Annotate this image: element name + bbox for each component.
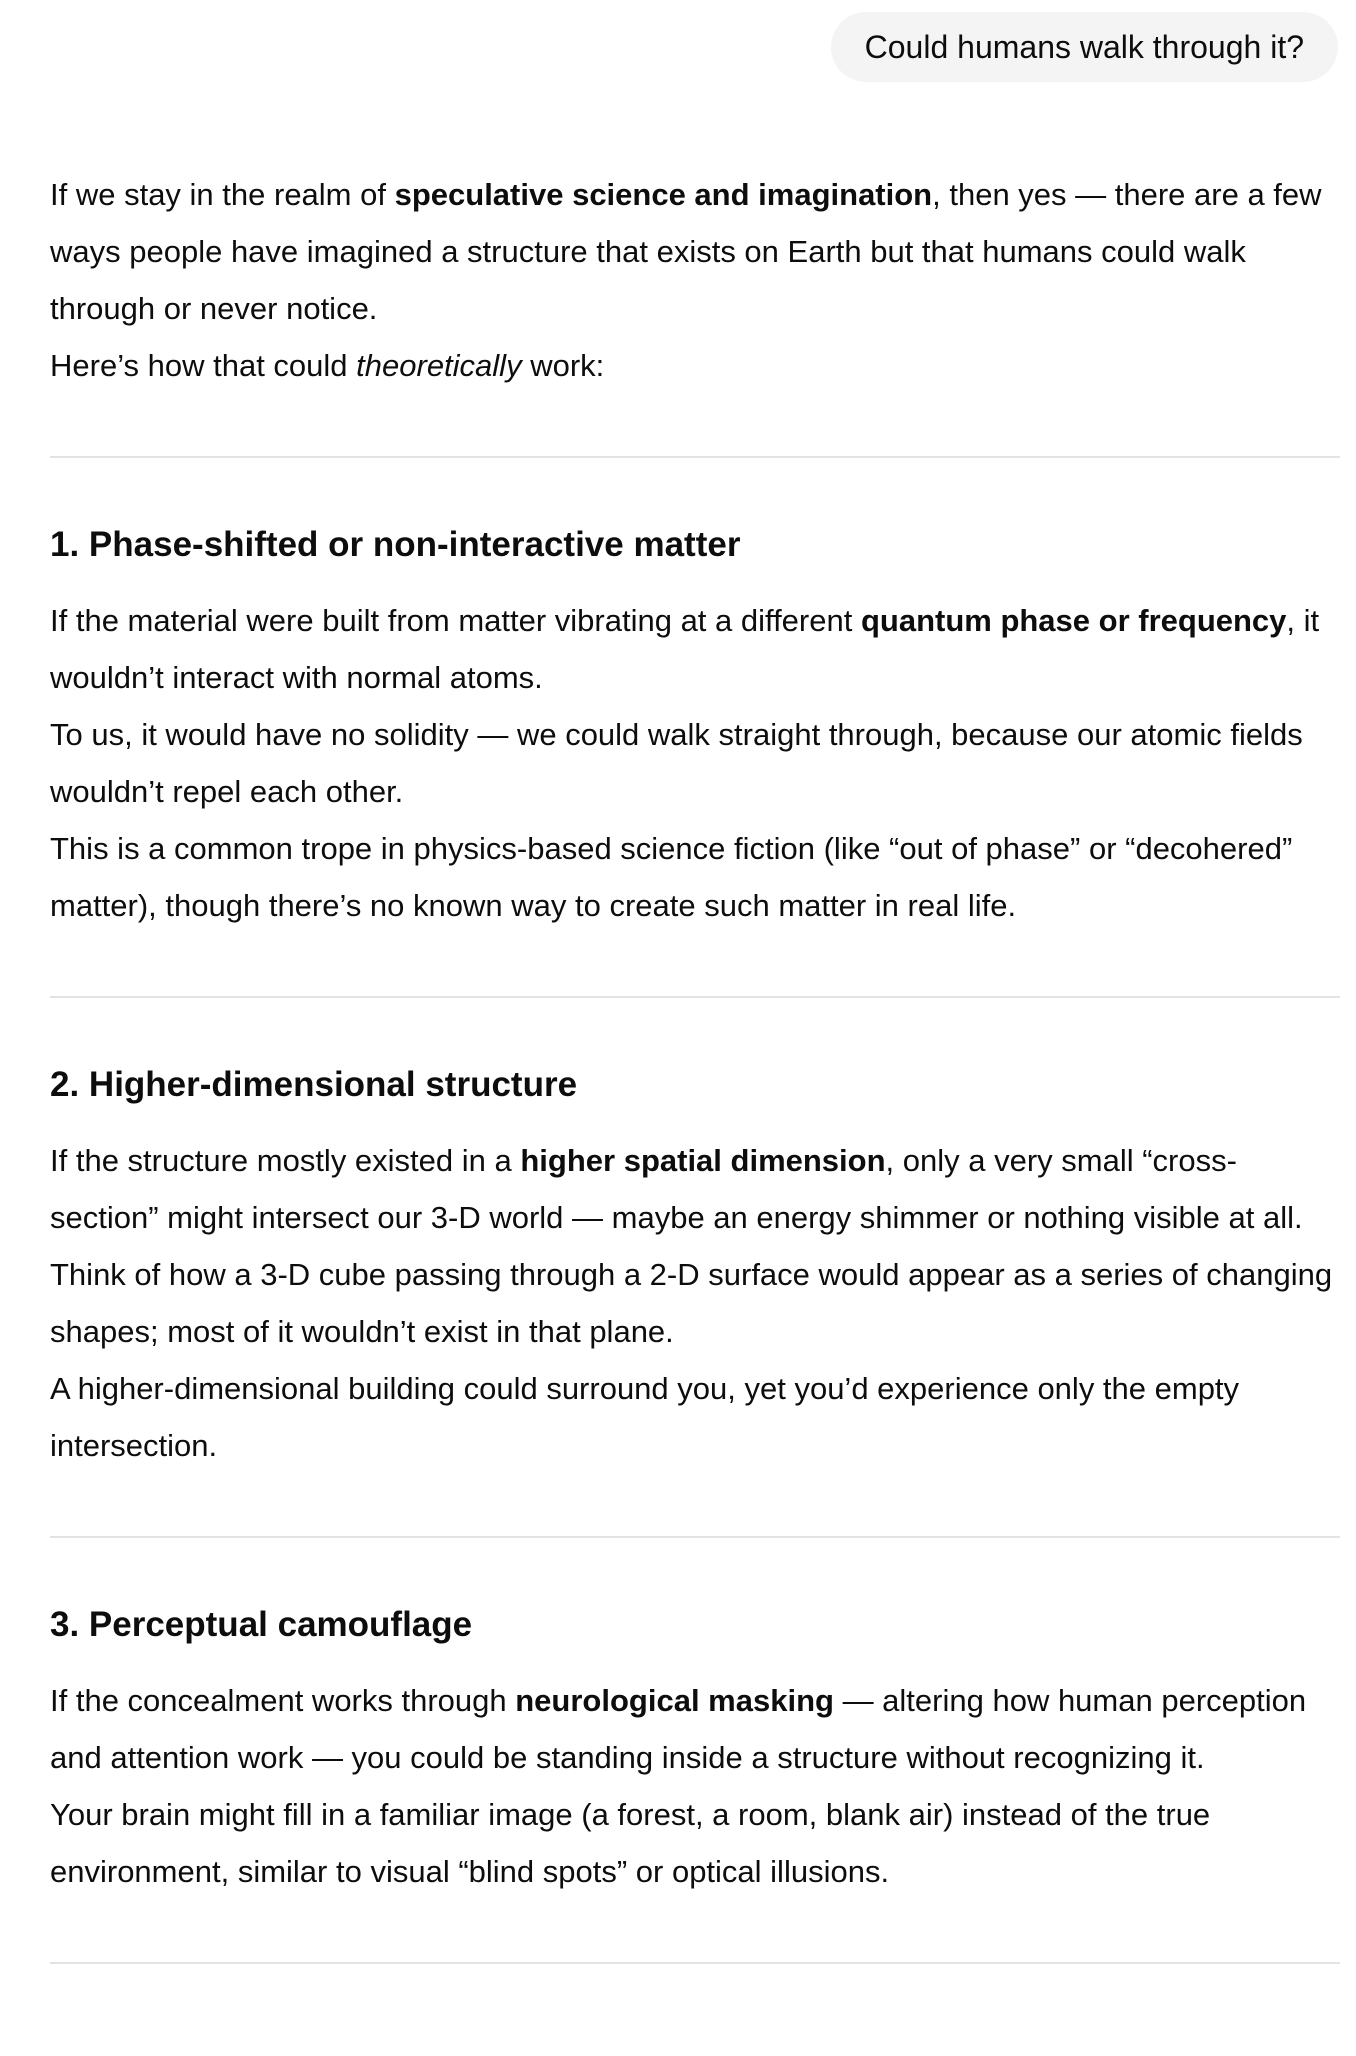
- section-phase-shifted: [50, 520, 1340, 934]
- paragraph: To us, it would have no solidity — we could walk straight through, because our atomic fields wouldn’t repel each other.: [50, 717, 1303, 809]
- bold-text: speculative science and imagination: [394, 177, 933, 212]
- text: , then yes — there are a few ways people have imagined a structure that exists on Earth but that humans could walk through or never notice.: [50, 177, 1322, 326]
- paragraph: [50, 1132, 1340, 1246]
- divider: [50, 996, 1340, 998]
- text: If the material were built from matter vibrating at a different: [50, 603, 861, 638]
- intro-paragraph: [50, 166, 1340, 337]
- text: If we stay in the realm of: [50, 177, 395, 212]
- italic-text: theoretically: [356, 348, 522, 383]
- text: work:: [521, 348, 605, 383]
- section-heading: 3. Perceptual camouflage: [50, 1605, 473, 1644]
- bold-text: neurological masking: [515, 1683, 834, 1718]
- text: If the concealment works through: [50, 1683, 516, 1718]
- section-higher-dimensional: [50, 1060, 1340, 1474]
- paragraph: Your brain might fill in a familiar image (a forest, a room, blank air) instead of the true environment, similar to visual “blind spots” or optical illusions.: [50, 1797, 1211, 1889]
- bold-text: quantum phase or frequency: [860, 603, 1287, 638]
- paragraph: [50, 592, 1340, 706]
- text: , it wouldn’t interact with normal atoms.: [50, 603, 1320, 695]
- text: Here’s how that could: [50, 348, 357, 383]
- text: — altering how human perception and attention work — you could be standing inside a structure without recognizing it.: [50, 1683, 1307, 1775]
- paragraph: This is a common trope in physics-based science fiction (like “out of phase” or “decohered” matter), though there’s no known way to create such matter in real life.: [50, 831, 1293, 923]
- divider: [50, 1962, 1340, 1964]
- paragraph: [50, 1672, 1340, 1786]
- paragraph: Think of how a 3-D cube passing through a 2-D surface would appear as a series of changing shapes; most of it wouldn’t exist in that plane.: [50, 1257, 1333, 1349]
- intro: [50, 166, 1340, 394]
- bold-text: higher spatial dimension: [520, 1143, 886, 1178]
- divider: [50, 1536, 1340, 1538]
- paragraph: A higher-dimensional building could surround you, yet you’d experience only the empty intersection.: [50, 1371, 1240, 1463]
- text: , only a very small “cross-section” might intersect our 3-D world — maybe an energy shimmer or nothing visible at all.: [50, 1143, 1303, 1235]
- divider: [50, 456, 1340, 458]
- text: If the structure mostly existed in a: [50, 1143, 521, 1178]
- intro-paragraph: [50, 337, 1340, 394]
- section-heading: 2. Higher-dimensional structure: [50, 1065, 578, 1104]
- assistant-response: [50, 166, 1340, 1964]
- section-heading: 1. Phase-shifted or non-interactive matter: [50, 525, 741, 564]
- user-message-bubble: Could humans walk through it?: [831, 12, 1338, 82]
- section-perceptual-camouflage: [50, 1600, 1340, 1900]
